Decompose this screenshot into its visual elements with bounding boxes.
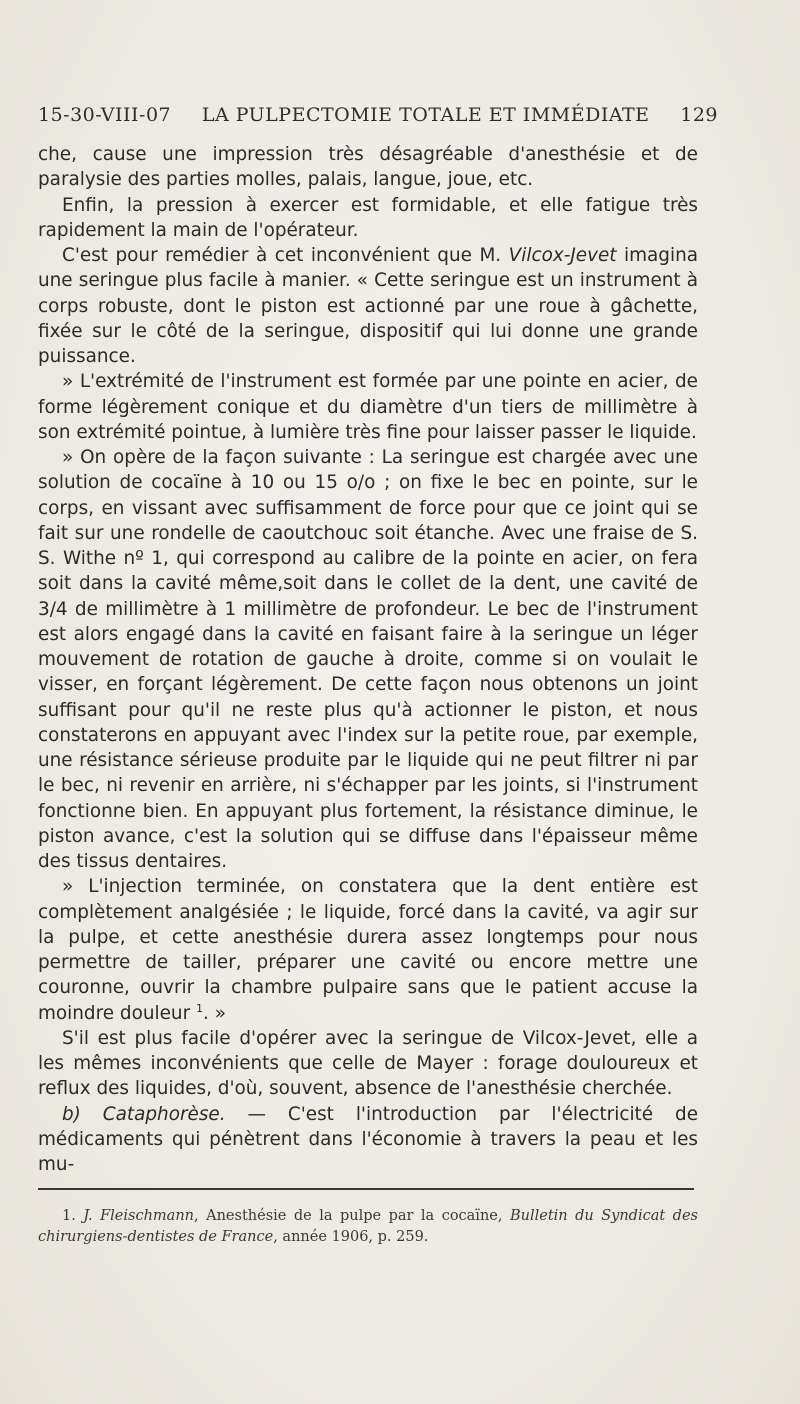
paragraph-3 (38, 243, 698, 369)
paragraph-6 (38, 874, 698, 1026)
header-title: LA PULPECTOMIE TOTALE ET IMMÉDIATE (201, 104, 650, 126)
paragraph-1: che, cause une impression très désagréable d'anesthésie et de paralysie des parties molles, palais, langue, joue, etc. (38, 144, 698, 191)
footnote-end: , année 1906, p. 259. (273, 1229, 429, 1245)
footnote-reference: 1 (196, 1001, 203, 1015)
section-label: b) Cataphorèse. (62, 1103, 226, 1125)
paragraph-4: » L'extrémité de l'instrument est formée par une pointe en acier, de forme légèrement conique et du diamètre d'un tiers de millimètre à son extrémité pointue, à lumière très fine pour laisser passer le liquide. (38, 371, 698, 443)
paragraph-8 (38, 1102, 698, 1178)
paragraph-5: » On opère de la façon suivante : La seringue est chargée avec une solution de cocaïne à 10 ou 15 o/o ; on fixe le bec en pointe, sur le corps, en vissant avec suffisamment de force pour que ce joint qui se fait sur une rondelle de caoutchouc soit étanche. Avec une fraise de S. S. Withe nº 1, qui correspond au calibre de la pointe en acier, on fera soit dans la cavité même,soit dans le collet de la dent, une cavité de 3/4 de millimètre à 1 millimètre de profondeur. Le bec de l'instrument est alors engagé dans la cavité en faisant faire à la seringue un léger mouvement de rotation de gauche à droite, comme si on voulait le visser, en forçant légèrement. De cette façon nous obtenons un joint suffisant pour qu'il ne reste plus qu'à actionner le piston, et nous constaterons en appuyant avec l'index sur la petite roue, par exemple, une résistance sérieuse produite par le liquide qui ne peut filtrer ni par le bec, ni revenir en arrière, ni s'échapper par les joints, si l'instrument fonctionne bien. En appuyant plus fortement, la résistance diminue, le piston avance, c'est la solution qui se diffuse dans l'épaisseur même des tissus dentaires. (38, 447, 698, 872)
footnote-text: , Anesthésie de la pulpe par la cocaïne, (194, 1208, 510, 1224)
page-number: 129 (680, 104, 718, 126)
footnote-number: 1. (62, 1208, 84, 1224)
paragraph-7: S'il est plus facile d'opérer avec la seringue de Vilcox-Jevet, elle a les mêmes inconvénients que celle de Mayer : forage douloureux et reflux des liquides, d'où, souvent, absence de l'anesthésie cherchée. (38, 1027, 698, 1100)
footnote (38, 1206, 698, 1248)
running-header (38, 104, 718, 134)
footnote-divider (38, 1188, 694, 1190)
paragraph-8-text: — C'est l'introduction par l'électricité de médicaments qui pénètrent dans l'économie à travers la peau et les mu- (38, 1103, 699, 1175)
body-text (38, 142, 698, 1177)
header-date: 15-30-VIII-07 (38, 104, 172, 126)
paragraph-3-start: C'est pour remédier à cet inconvénient que M. (62, 245, 509, 266)
paragraph-6-close: . » (203, 1002, 226, 1024)
footnote-author: J. Fleischmann (83, 1208, 195, 1224)
paragraph-6-text: » L'injection terminée, on constatera que la dent entière est complètement analgésiée ; le liquide, forcé dans la cavité, va agir sur la pulpe, et cette anesthésie durera assez longtemps pour nous permettre de tailler, préparer une cavité ou encore mettre une couronne, ouvrir la chambre pulpaire sans que le patient accuse la moindre douleur (38, 876, 698, 1024)
footnote-journal: Bulletin du Syndicat des chirurgiens-dentistes de France (38, 1208, 698, 1245)
paragraph-3-end: imagina une seringue plus facile à manier. « Cette seringue est un instrument à corps robuste, dont le piston est actionné par une roue à gâchette, fixée sur le côté de la seringue, dispositif qui lui donne une grande puissance. (38, 245, 698, 367)
inventor-name: Vilcox-Jevet (508, 245, 617, 266)
paragraph-2: Enfin, la pression à exercer est formidable, et elle fatigue très rapidement la main de l'opérateur. (38, 194, 698, 241)
